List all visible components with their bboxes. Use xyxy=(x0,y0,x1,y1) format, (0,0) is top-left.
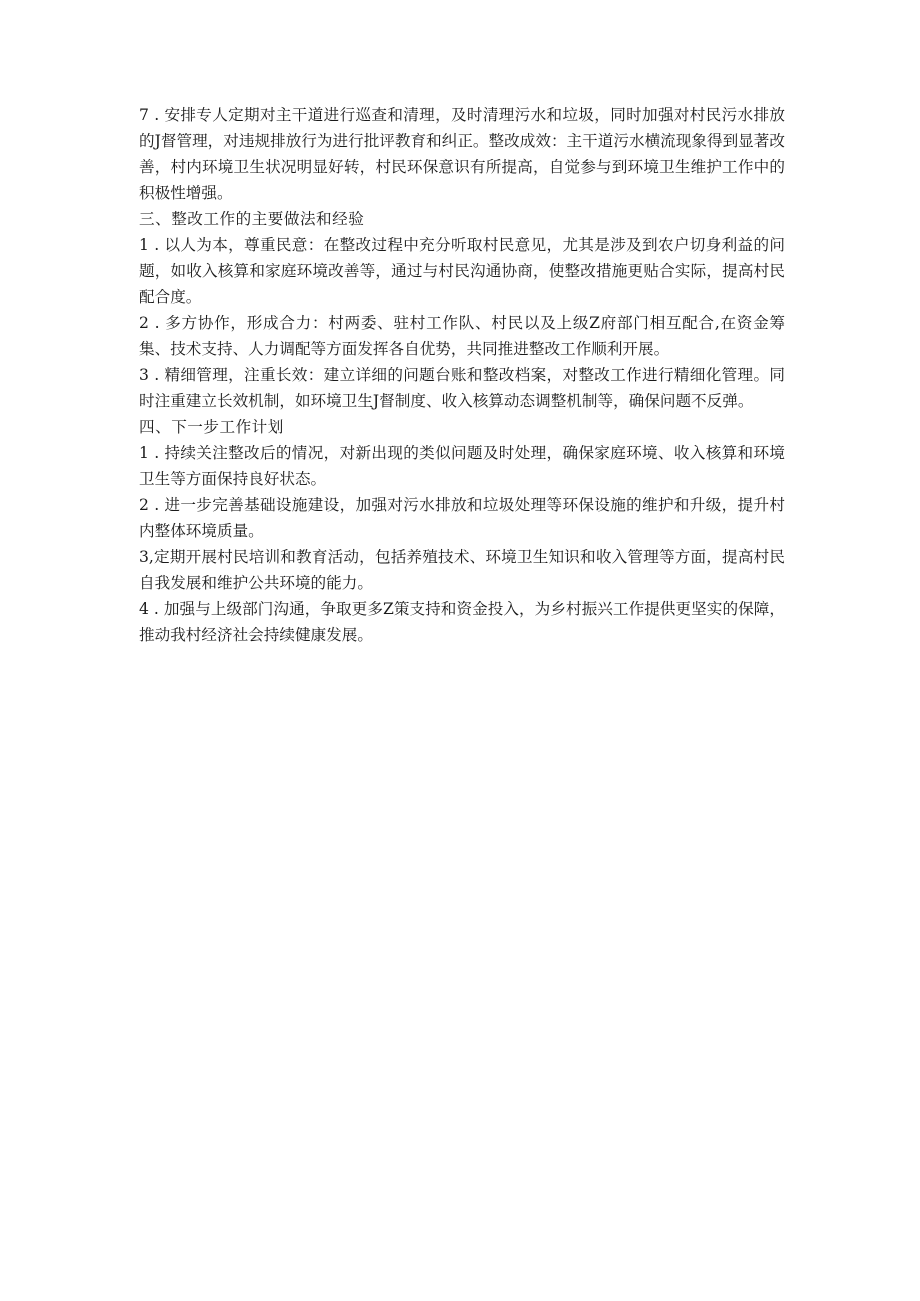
paragraph-plan-4: 4 . 加强与上级部门沟通，争取更多Z策支持和资金投入，为乡村振兴工作提供更坚实的保障，推动我村经济社会持续健康发展。 xyxy=(139,600,785,644)
paragraph-practice-1: 1 . 以人为本，尊重民意：在整改过程中充分听取村民意见，尤其是涉及到农户切身利益的问题，如收入核算和家庭环境改善等，通过与村民沟通协商，使整改措施更贴合实际，提高村民配合度。 xyxy=(139,236,785,306)
paragraph-plan-3: 3,定期开展村民培训和教育活动，包括养殖技术、环境卫生知识和收入管理等方面，提高村民自我发展和维护公共环境的能力。 xyxy=(139,548,785,592)
section-heading-practices: 三、整改工作的主要做法和经验 xyxy=(139,210,365,228)
paragraph-item-7-sanitation: 7 . 安排专人定期对主干道进行巡查和清理，及时清理污水和垃圾，同时加强对村民污水排放的J督管理，对违规排放行为进行批评教育和纠正。整改成效：主干道污水横流现象得到显著改善，村内环境卫生状况明显好转，村民环保意识有所提高，自觉参与到环境卫生维护工作中的积极性增强。 xyxy=(139,106,785,202)
paragraph-practice-2: 2 . 多方协作，形成合力：村两委、驻村工作队、村民以及上级Z府部门相互配合,在资金筹集、技术支持、人力调配等方面发挥各自优势，共同推进整改工作顺利开展。 xyxy=(139,314,785,358)
document-body xyxy=(139,102,785,648)
paragraph-plan-1: 1 . 持续关注整改后的情况，对新出现的类似问题及时处理，确保家庭环境、收入核算和环境卫生等方面保持良好状态。 xyxy=(139,444,785,488)
paragraph-practice-3: 3 . 精细管理，注重长效：建立详细的问题台账和整改档案，对整改工作进行精细化管理。同时注重建立长效机制，如环境卫生J督制度、收入核算动态调整机制等，确保问题不反弹。 xyxy=(139,366,785,410)
section-heading-next-steps: 四、下一步工作计划 xyxy=(139,418,284,436)
paragraph-plan-2: 2 . 进一步完善基础设施建设，加强对污水排放和垃圾处理等环保设施的维护和升级，提升村内整体环境质量。 xyxy=(139,496,785,540)
